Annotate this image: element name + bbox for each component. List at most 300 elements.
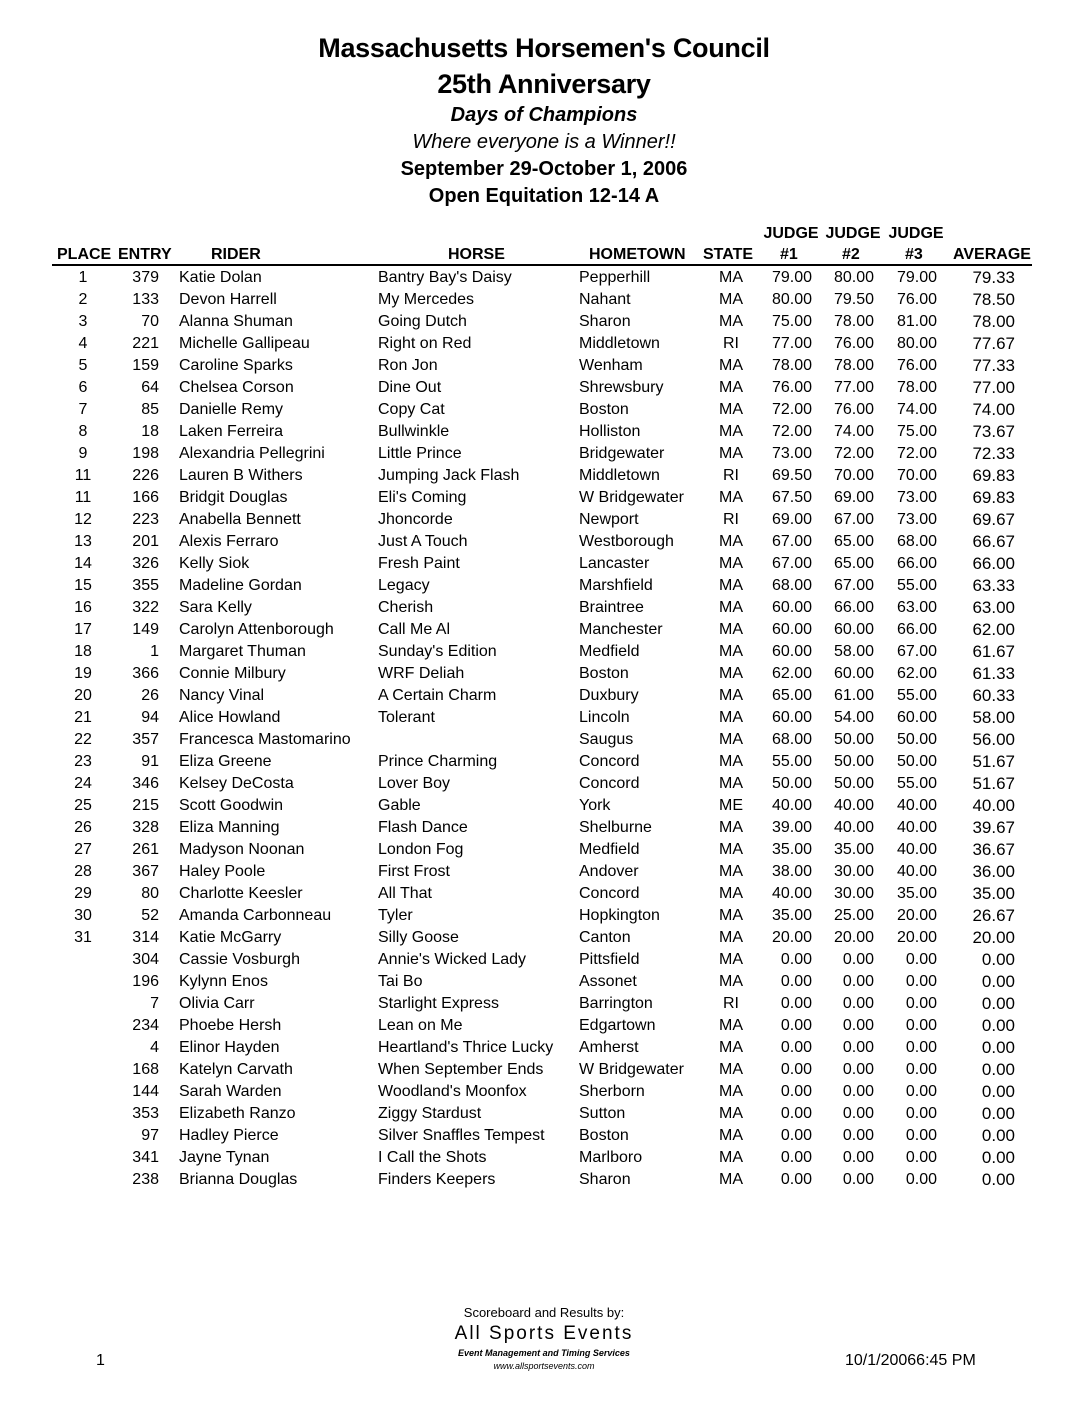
cell-average: 78.50 xyxy=(972,290,1015,309)
cell-horse: Prince Charming xyxy=(378,753,498,770)
table-row xyxy=(0,1015,1088,1037)
cell-place: 14 xyxy=(74,555,92,572)
cell-judge2: 78.00 xyxy=(833,313,874,330)
cell-judge1: 80.00 xyxy=(771,291,812,308)
cell-place: 3 xyxy=(78,313,88,330)
cell-state: MA xyxy=(719,863,743,880)
cell-entry: 326 xyxy=(132,555,159,572)
cell-entry: 1 xyxy=(150,643,159,660)
cell-state: MA xyxy=(719,1105,743,1122)
cell-judge3: 70.00 xyxy=(896,467,937,484)
cell-judge1: 0.00 xyxy=(780,1061,812,1078)
cell-average: 60.33 xyxy=(972,686,1015,705)
cell-place: 21 xyxy=(74,709,92,726)
cell-judge1: 69.00 xyxy=(771,511,812,528)
cell-state: MA xyxy=(719,357,743,374)
cell-rider: Chelsea Corson xyxy=(179,379,294,396)
cell-judge3: 80.00 xyxy=(896,335,937,352)
cell-state: MA xyxy=(719,445,743,462)
table-row xyxy=(0,421,1088,443)
cell-judge1: 0.00 xyxy=(780,1149,812,1166)
cell-place: 24 xyxy=(74,775,92,792)
cell-judge1: 60.00 xyxy=(771,599,812,616)
cell-judge2: 61.00 xyxy=(833,687,874,704)
cell-place: 28 xyxy=(74,863,92,880)
table-row xyxy=(0,971,1088,993)
cell-state: MA xyxy=(719,1083,743,1100)
cell-horse: Lean on Me xyxy=(378,1017,463,1034)
cell-state: MA xyxy=(719,1017,743,1034)
cell-judge1: 79.00 xyxy=(771,269,812,286)
cell-judge3: 72.00 xyxy=(896,445,937,462)
cell-horse: Ron Jon xyxy=(378,357,438,374)
cell-hometown: Concord xyxy=(579,885,640,902)
cell-rider: Elinor Hayden xyxy=(179,1039,280,1056)
cell-average: 0.00 xyxy=(981,1126,1015,1145)
col-header-place: PLACE xyxy=(57,246,112,263)
cell-judge3: 50.00 xyxy=(896,731,937,748)
cell-judge1: 38.00 xyxy=(771,863,812,880)
cell-judge1: 65.00 xyxy=(771,687,812,704)
cell-average: 62.00 xyxy=(972,620,1015,639)
cell-horse: Silly Goose xyxy=(378,929,459,946)
cell-judge3: 66.00 xyxy=(896,555,937,572)
cell-place: 23 xyxy=(74,753,92,770)
cell-horse: Cherish xyxy=(378,599,434,616)
cell-judge3: 73.00 xyxy=(896,511,937,528)
print-timestamp: 10/1/20066:45 PM xyxy=(845,1352,976,1369)
cell-state: MA xyxy=(719,379,743,396)
cell-entry: 64 xyxy=(141,379,159,396)
header-divider xyxy=(52,264,1032,266)
cell-hometown: Concord xyxy=(579,775,640,792)
cell-entry: 52 xyxy=(141,907,159,924)
cell-hometown: Lancaster xyxy=(579,555,650,572)
cell-judge3: 0.00 xyxy=(905,1083,937,1100)
cell-average: 0.00 xyxy=(981,994,1015,1013)
cell-state: MA xyxy=(719,291,743,308)
event-dates: September 29-October 1, 2006 xyxy=(400,158,688,180)
cell-rider: Brianna Douglas xyxy=(179,1171,298,1188)
cell-hometown: W Bridgewater xyxy=(579,1061,684,1078)
cell-horse: My Mercedes xyxy=(378,291,475,308)
cell-entry: 328 xyxy=(132,819,159,836)
cell-judge2: 50.00 xyxy=(833,775,874,792)
cell-hometown: Amherst xyxy=(579,1039,639,1056)
cell-judge1: 76.00 xyxy=(771,379,812,396)
cell-entry: 18 xyxy=(141,423,159,440)
cell-judge1: 0.00 xyxy=(780,951,812,968)
cell-judge2: 60.00 xyxy=(833,621,874,638)
cell-judge2: 60.00 xyxy=(833,665,874,682)
cell-average: 74.00 xyxy=(972,400,1015,419)
cell-horse: Lover Boy xyxy=(378,775,451,792)
cell-judge2: 77.00 xyxy=(833,379,874,396)
footer-company: All Sports Events xyxy=(454,1323,634,1344)
cell-judge2: 76.00 xyxy=(833,335,874,352)
cell-hometown: Marshfield xyxy=(579,577,653,594)
cell-entry: 168 xyxy=(132,1061,159,1078)
cell-judge1: 67.00 xyxy=(771,533,812,550)
cell-judge1: 40.00 xyxy=(771,797,812,814)
cell-judge2: 0.00 xyxy=(842,1105,874,1122)
cell-hometown: Barrington xyxy=(579,995,653,1012)
cell-horse: Tai Bo xyxy=(378,973,423,990)
cell-judge2: 50.00 xyxy=(833,753,874,770)
cell-entry: 80 xyxy=(141,885,159,902)
cell-horse: Gable xyxy=(378,797,421,814)
cell-judge2: 54.00 xyxy=(833,709,874,726)
cell-horse: Flash Dance xyxy=(378,819,468,836)
cell-place: 11 xyxy=(74,467,92,484)
cell-rider: Eliza Manning xyxy=(179,819,280,836)
cell-state: MA xyxy=(719,577,743,594)
cell-judge3: 20.00 xyxy=(896,907,937,924)
cell-judge3: 79.00 xyxy=(896,269,937,286)
cell-judge1: 39.00 xyxy=(771,819,812,836)
table-row xyxy=(0,553,1088,575)
table-row xyxy=(0,619,1088,641)
cell-state: MA xyxy=(719,599,743,616)
cell-average: 61.67 xyxy=(972,642,1015,661)
cell-average: 77.67 xyxy=(972,334,1015,353)
event-tagline: Where everyone is a Winner!! xyxy=(412,131,676,153)
cell-hometown: Duxbury xyxy=(579,687,639,704)
cell-judge1: 20.00 xyxy=(771,929,812,946)
cell-judge3: 81.00 xyxy=(896,313,937,330)
cell-state: RI xyxy=(723,995,739,1012)
cell-judge2: 78.00 xyxy=(833,357,874,374)
cell-average: 66.00 xyxy=(972,554,1015,573)
cell-entry: 226 xyxy=(132,467,159,484)
cell-average: 0.00 xyxy=(981,1016,1015,1035)
cell-entry: 367 xyxy=(132,863,159,880)
cell-average: 72.33 xyxy=(972,444,1015,463)
cell-horse: All That xyxy=(378,885,432,902)
cell-state: MA xyxy=(719,1127,743,1144)
cell-place: 6 xyxy=(78,379,88,396)
cell-average: 78.00 xyxy=(972,312,1015,331)
cell-rider: Devon Harrell xyxy=(179,291,277,308)
cell-average: 39.67 xyxy=(972,818,1015,837)
cell-rider: Madeline Gordan xyxy=(179,577,302,594)
cell-rider: Kelly Siok xyxy=(179,555,250,572)
cell-state: RI xyxy=(723,511,739,528)
cell-hometown: Edgartown xyxy=(579,1017,656,1034)
table-row xyxy=(0,839,1088,861)
cell-place: 1 xyxy=(78,269,88,286)
cell-entry: 91 xyxy=(141,753,159,770)
cell-horse: Heartland's Thrice Lucky xyxy=(378,1039,554,1056)
cell-hometown: Pittsfield xyxy=(579,951,640,968)
cell-state: MA xyxy=(719,687,743,704)
cell-hometown: Wenham xyxy=(579,357,643,374)
cell-place: 22 xyxy=(74,731,92,748)
cell-judge2: 74.00 xyxy=(833,423,874,440)
cell-hometown: Sutton xyxy=(579,1105,626,1122)
cell-state: MA xyxy=(719,401,743,418)
cell-place: 12 xyxy=(74,511,92,528)
cell-judge3: 55.00 xyxy=(896,687,937,704)
cell-judge2: 76.00 xyxy=(833,401,874,418)
cell-rider: Jayne Tynan xyxy=(179,1149,270,1166)
cell-horse: Dine Out xyxy=(378,379,442,396)
cell-judge3: 0.00 xyxy=(905,1105,937,1122)
cell-judge3: 60.00 xyxy=(896,709,937,726)
cell-horse: Silver Snaffles Tempest xyxy=(378,1127,545,1144)
cell-place: 5 xyxy=(78,357,88,374)
cell-average: 79.33 xyxy=(972,268,1015,287)
cell-hometown: Bridgewater xyxy=(579,445,665,462)
table-row xyxy=(0,707,1088,729)
col-header-average: AVERAGE xyxy=(953,246,1031,263)
cell-entry: 149 xyxy=(132,621,159,638)
cell-horse: London Fog xyxy=(378,841,464,858)
cell-place: 9 xyxy=(78,445,88,462)
table-row xyxy=(0,1081,1088,1103)
cell-horse: A Certain Charm xyxy=(378,687,497,704)
cell-rider: Caroline Sparks xyxy=(179,357,293,374)
cell-hometown: Sharon xyxy=(579,313,631,330)
cell-hometown: Assonet xyxy=(579,973,637,990)
cell-horse: Jhoncorde xyxy=(378,511,453,528)
cell-state: RI xyxy=(723,467,739,484)
cell-average: 0.00 xyxy=(981,1060,1015,1079)
cell-entry: 234 xyxy=(132,1017,159,1034)
cell-hometown: Saugus xyxy=(579,731,634,748)
cell-rider: Anabella Bennett xyxy=(179,511,301,528)
table-row xyxy=(0,883,1088,905)
cell-state: MA xyxy=(719,313,743,330)
cell-judge1: 35.00 xyxy=(771,907,812,924)
cell-judge2: 69.00 xyxy=(833,489,874,506)
cell-entry: 346 xyxy=(132,775,159,792)
cell-place: 29 xyxy=(74,885,92,902)
col-header-hometown: HOMETOWN xyxy=(589,246,686,263)
table-row xyxy=(0,531,1088,553)
cell-hometown: Boston xyxy=(579,1127,629,1144)
cell-judge2: 25.00 xyxy=(833,907,874,924)
cell-judge1: 68.00 xyxy=(771,731,812,748)
cell-judge2: 65.00 xyxy=(833,555,874,572)
cell-state: MA xyxy=(719,1149,743,1166)
cell-average: 20.00 xyxy=(972,928,1015,947)
cell-hometown: Shelburne xyxy=(579,819,652,836)
cell-judge3: 74.00 xyxy=(896,401,937,418)
cell-judge3: 76.00 xyxy=(896,291,937,308)
cell-horse: Annie's Wicked Lady xyxy=(378,951,527,968)
cell-average: 0.00 xyxy=(981,1082,1015,1101)
cell-rider: Haley Poole xyxy=(179,863,266,880)
cell-horse: Just A Touch xyxy=(378,533,468,550)
cell-state: MA xyxy=(719,555,743,572)
cell-judge1: 72.00 xyxy=(771,401,812,418)
report-header xyxy=(0,30,1088,210)
cell-judge3: 0.00 xyxy=(905,995,937,1012)
cell-rider: Scott Goodwin xyxy=(179,797,284,814)
cell-state: MA xyxy=(719,929,743,946)
table-row xyxy=(0,509,1088,531)
cell-judge1: 0.00 xyxy=(780,995,812,1012)
cell-judge3: 0.00 xyxy=(905,1149,937,1166)
cell-judge1: 0.00 xyxy=(780,1083,812,1100)
table-row xyxy=(0,289,1088,311)
cell-horse: Eli's Coming xyxy=(378,489,467,506)
cell-judge2: 67.00 xyxy=(833,511,874,528)
cell-rider: Bridgit Douglas xyxy=(179,489,288,506)
cell-entry: 357 xyxy=(132,731,159,748)
cell-entry: 355 xyxy=(132,577,159,594)
cell-entry: 221 xyxy=(132,335,159,352)
cell-average: 51.67 xyxy=(972,774,1015,793)
cell-rider: Alanna Shuman xyxy=(179,313,293,330)
cell-judge2: 0.00 xyxy=(842,1149,874,1166)
table-row xyxy=(0,311,1088,333)
table-row xyxy=(0,465,1088,487)
cell-judge3: 40.00 xyxy=(896,797,937,814)
cell-judge2: 0.00 xyxy=(842,951,874,968)
cell-judge3: 0.00 xyxy=(905,1039,937,1056)
report-anniversary: 25th Anniversary xyxy=(437,69,651,99)
cell-judge3: 0.00 xyxy=(905,1171,937,1188)
footer-website: www.allsportsevents.com xyxy=(493,1361,595,1371)
table-row xyxy=(0,861,1088,883)
cell-judge3: 40.00 xyxy=(896,819,937,836)
table-row xyxy=(0,1169,1088,1191)
cell-hometown: Boston xyxy=(579,665,629,682)
cell-judge1: 0.00 xyxy=(780,1105,812,1122)
cell-entry: 196 xyxy=(132,973,159,990)
cell-horse: Jumping Jack Flash xyxy=(378,467,520,484)
cell-judge2: 0.00 xyxy=(842,1039,874,1056)
cell-place: 26 xyxy=(74,819,92,836)
table-row xyxy=(0,377,1088,399)
cell-hometown: Hopkington xyxy=(579,907,660,924)
cell-rider: Lauren B Withers xyxy=(179,467,303,484)
cell-hometown: York xyxy=(579,797,611,814)
table-row xyxy=(0,685,1088,707)
cell-place: 4 xyxy=(78,335,88,352)
cell-average: 0.00 xyxy=(981,972,1015,991)
cell-horse: Legacy xyxy=(378,577,430,594)
cell-horse: Little Prince xyxy=(378,445,462,462)
table-row xyxy=(0,751,1088,773)
cell-judge3: 76.00 xyxy=(896,357,937,374)
cell-average: 0.00 xyxy=(981,1104,1015,1123)
table-row xyxy=(0,399,1088,421)
cell-entry: 144 xyxy=(132,1083,159,1100)
cell-judge1: 60.00 xyxy=(771,621,812,638)
cell-rider: Michelle Gallipeau xyxy=(179,335,310,352)
cell-judge1: 67.00 xyxy=(771,555,812,572)
cell-average: 51.67 xyxy=(972,752,1015,771)
cell-rider: Carolyn Attenborough xyxy=(179,621,334,638)
cell-hometown: Middletown xyxy=(579,335,660,352)
cell-state: MA xyxy=(719,819,743,836)
cell-average: 0.00 xyxy=(981,1038,1015,1057)
table-row xyxy=(0,663,1088,685)
cell-judge3: 67.00 xyxy=(896,643,937,660)
cell-hometown: Boston xyxy=(579,401,629,418)
cell-entry: 85 xyxy=(141,401,159,418)
cell-entry: 314 xyxy=(132,929,159,946)
page-number: 1 xyxy=(96,1352,105,1369)
cell-rider: Alexandria Pellegrini xyxy=(179,445,325,462)
cell-entry: 97 xyxy=(141,1127,159,1144)
table-row xyxy=(0,1059,1088,1081)
cell-place: 11 xyxy=(74,489,92,506)
cell-rider: Laken Ferreira xyxy=(179,423,284,440)
cell-place: 17 xyxy=(74,621,92,638)
cell-hometown: Nahant xyxy=(579,291,631,308)
cell-place: 20 xyxy=(74,687,92,704)
cell-judge2: 0.00 xyxy=(842,1083,874,1100)
table-row xyxy=(0,927,1088,949)
cell-state: MA xyxy=(719,1039,743,1056)
cell-entry: 379 xyxy=(132,269,159,286)
cell-state: RI xyxy=(723,335,739,352)
cell-judge3: 55.00 xyxy=(896,775,937,792)
cell-judge2: 50.00 xyxy=(833,731,874,748)
cell-entry: 353 xyxy=(132,1105,159,1122)
cell-average: 35.00 xyxy=(972,884,1015,903)
cell-horse: Bullwinkle xyxy=(378,423,450,440)
cell-judge2: 70.00 xyxy=(833,467,874,484)
cell-horse: Call Me Al xyxy=(378,621,451,638)
cell-average: 0.00 xyxy=(981,950,1015,969)
cell-horse: Tolerant xyxy=(378,709,435,726)
cell-state: MA xyxy=(719,621,743,638)
cell-judge2: 0.00 xyxy=(842,995,874,1012)
cell-judge2: 72.00 xyxy=(833,445,874,462)
cell-horse: Going Dutch xyxy=(378,313,467,330)
cell-judge3: 62.00 xyxy=(896,665,937,682)
cell-judge2: 40.00 xyxy=(833,797,874,814)
cell-place: 8 xyxy=(78,423,88,440)
cell-rider: Amanda Carbonneau xyxy=(179,907,332,924)
col-header-judge3: #3 xyxy=(905,246,923,263)
cell-horse: Bantry Bay's Daisy xyxy=(378,269,512,286)
cell-average: 0.00 xyxy=(981,1170,1015,1189)
cell-average: 63.33 xyxy=(972,576,1015,595)
table-row xyxy=(0,795,1088,817)
table-row xyxy=(0,905,1088,927)
cell-entry: 261 xyxy=(132,841,159,858)
cell-average: 26.67 xyxy=(972,906,1015,925)
cell-hometown: Medfield xyxy=(579,841,640,858)
judge-group-label-2: JUDGE xyxy=(825,225,881,242)
table-row xyxy=(0,487,1088,509)
table-row xyxy=(0,773,1088,795)
cell-entry: 215 xyxy=(132,797,159,814)
cell-horse: Starlight Express xyxy=(378,995,499,1012)
cell-judge1: 0.00 xyxy=(780,1127,812,1144)
cell-judge2: 0.00 xyxy=(842,1061,874,1078)
cell-rider: Margaret Thuman xyxy=(179,643,306,660)
table-row xyxy=(0,949,1088,971)
cell-judge3: 0.00 xyxy=(905,951,937,968)
cell-state: MA xyxy=(719,1171,743,1188)
cell-state: MA xyxy=(719,423,743,440)
col-header-state: STATE xyxy=(703,246,754,263)
cell-rider: Katie Dolan xyxy=(179,269,262,286)
cell-judge1: 67.50 xyxy=(771,489,812,506)
cell-average: 40.00 xyxy=(972,796,1015,815)
cell-place: 25 xyxy=(74,797,92,814)
cell-horse: Right on Red xyxy=(378,335,472,352)
cell-place: 30 xyxy=(74,907,92,924)
cell-place: 31 xyxy=(74,929,92,946)
